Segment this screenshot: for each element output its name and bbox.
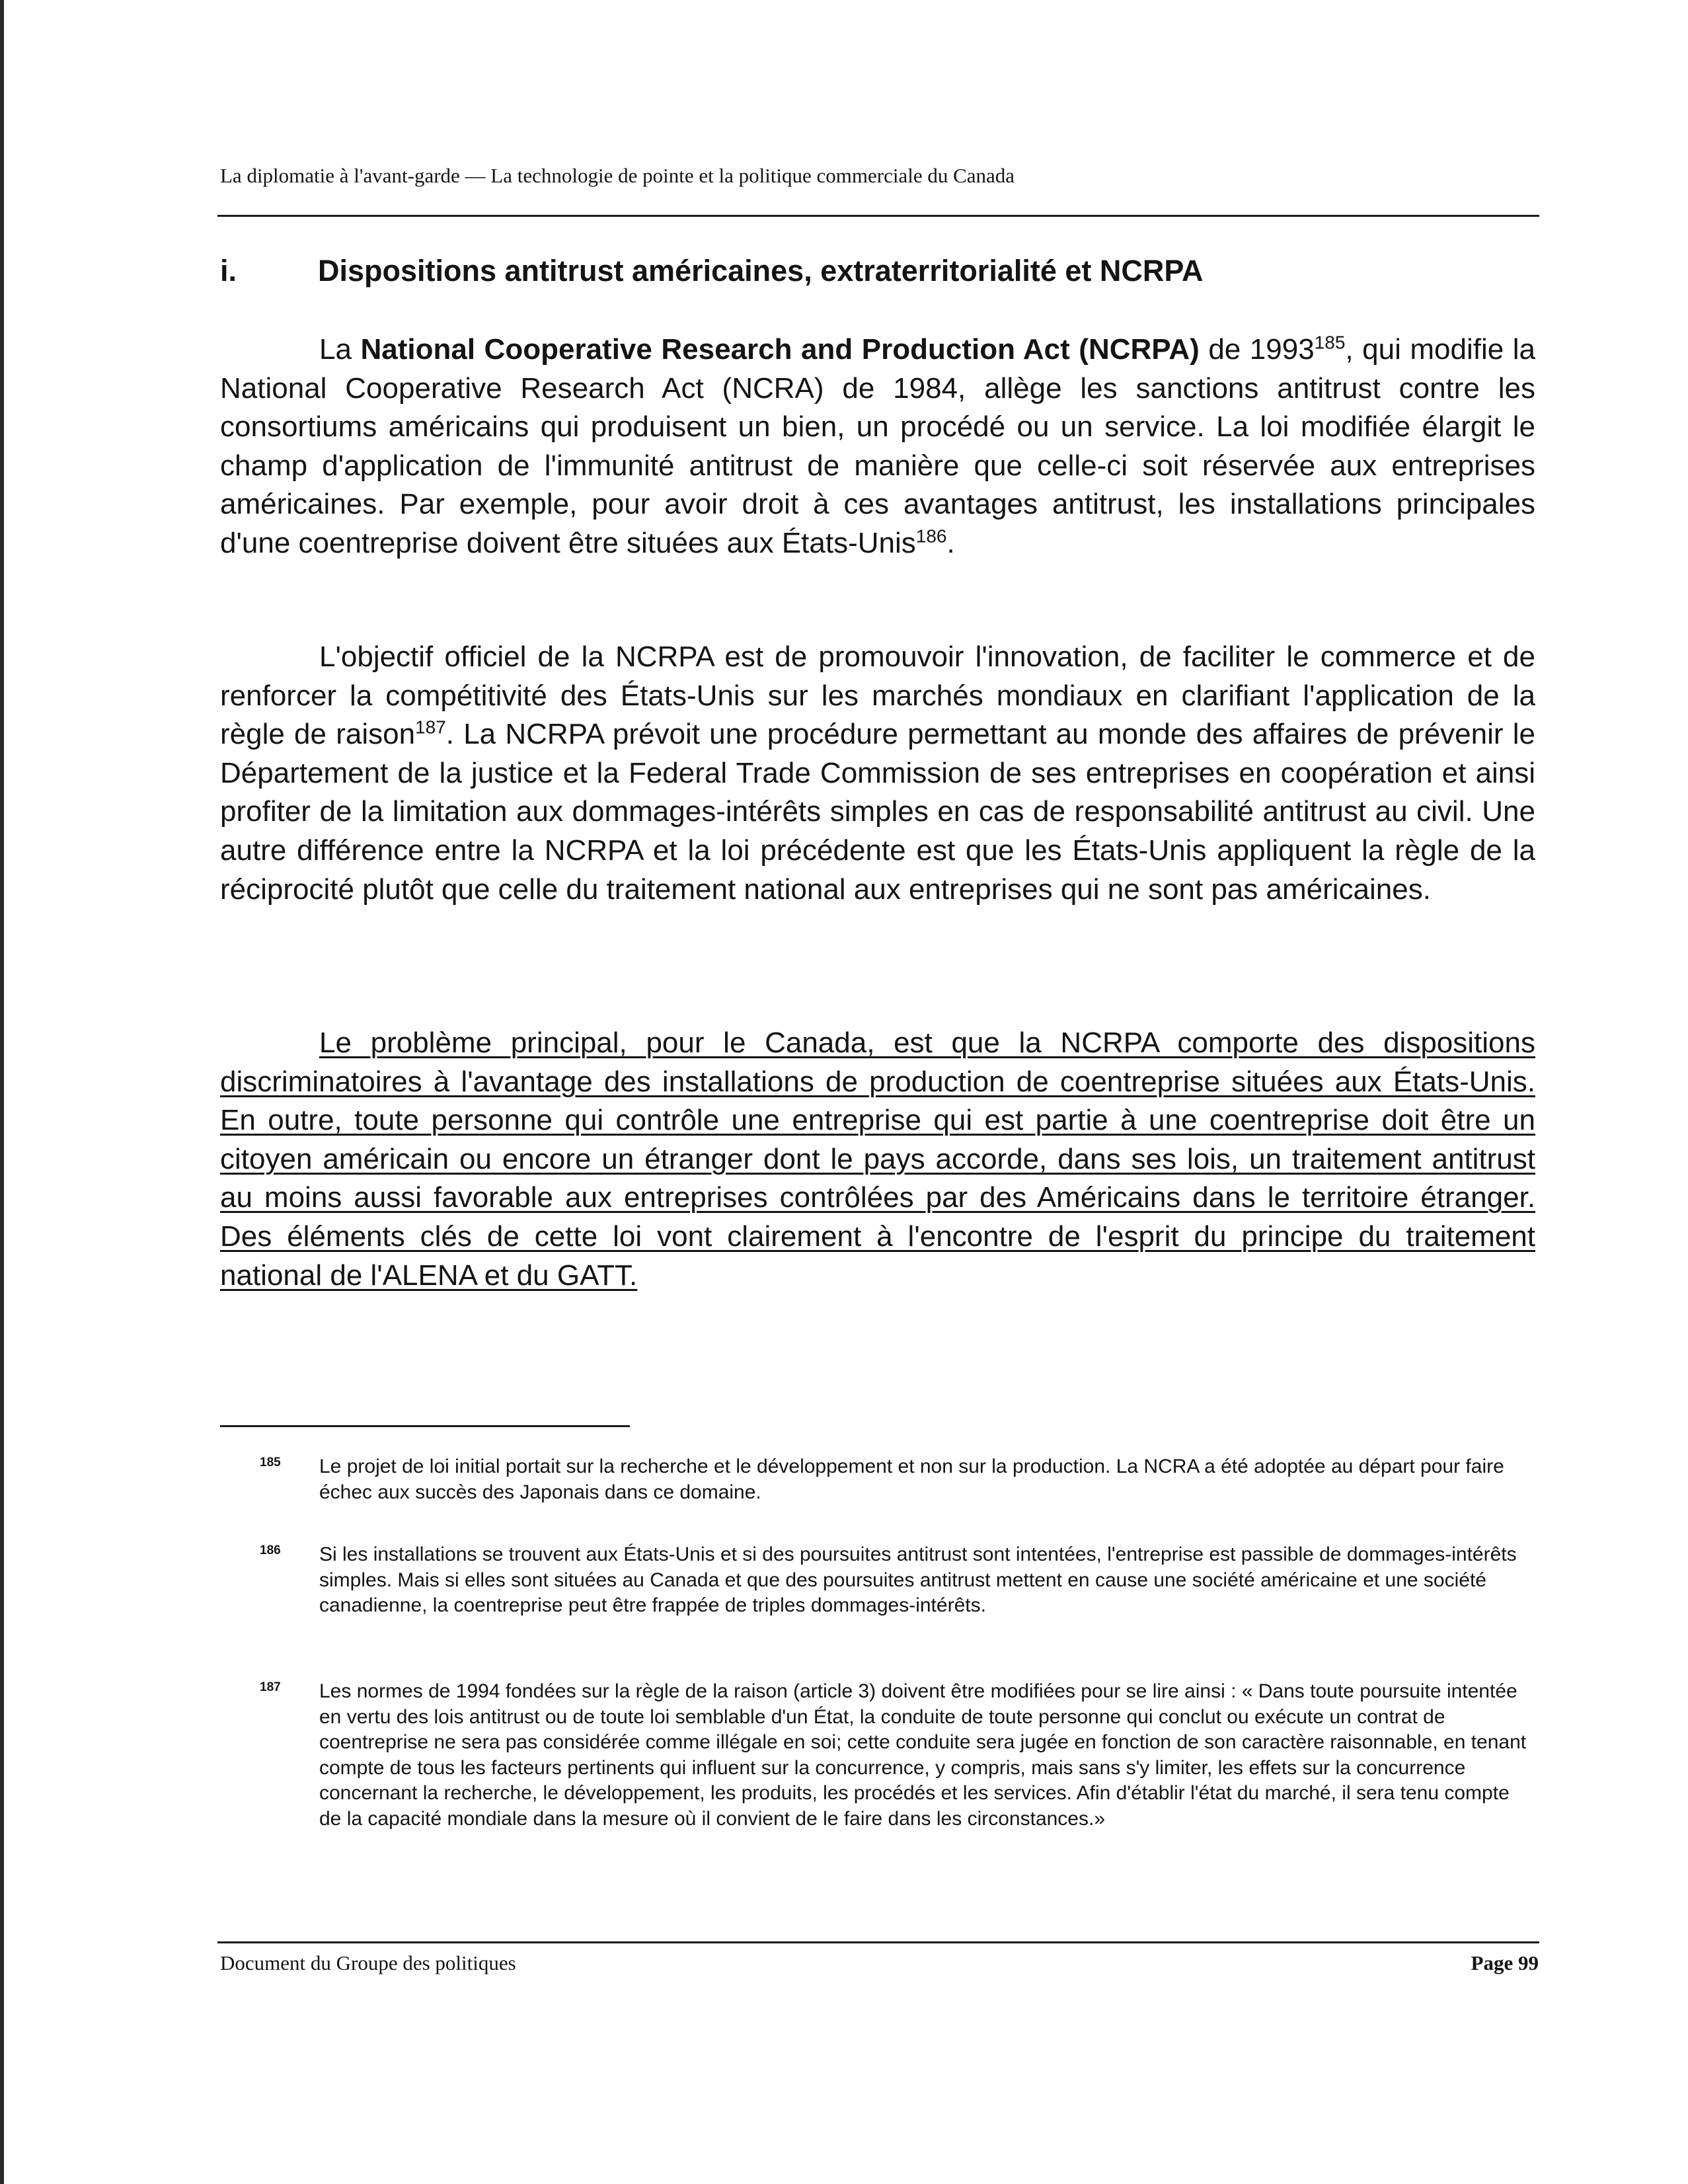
footnote-number: 187 xyxy=(260,1680,281,1694)
section-number: i. xyxy=(220,254,237,288)
footnote-ref-187[interactable]: 187 xyxy=(415,717,446,738)
section-heading xyxy=(220,251,1535,291)
footer-rule xyxy=(217,1941,1539,1943)
footnote-text: Si les installations se trouvent aux États-Unis et si des poursuites antitrust sont intentées, l'entreprise est passible de dommages-intérêts simples. Mais si elles sont situées au Canada et que des poursuites antitrust mettent en cause une société américaine et une société canadienne, la coentreprise peut être frappée de triples dommages-intérêts. xyxy=(319,1543,1517,1616)
footnote-ref-186[interactable]: 186 xyxy=(915,526,947,547)
footnote-ref-185[interactable]: 185 xyxy=(1314,332,1346,353)
footnote-187 xyxy=(220,1679,1535,1832)
p1-year: de 1993 xyxy=(1199,333,1315,366)
footnote-text: Les normes de 1994 fondées sur la règle de la raison (article 3) doivent être modifiées pour se lire ainsi : « Dans toute poursuite intentée en vertu des lois antitrust ou de toute loi semblable d'un État, la conduite de toute personne qui conclut ou exécute un contrat de coentreprise ne sera pas considérée comme illégale en soi; cette conduite sera jugée en fonction de son caractère raisonnable, en tenant compte de tous les facteurs pertinents qui influent sur la concurrence, y compris, mais sans s'y limiter, les effets sur la concurrence concernant la recherche, le développement, les produits, les procédés et les services. Afin d'établir l'état du marché, il sera tenu compte de la capacité mondiale dans la mesure où il convient de le faire dans les circonstances.» xyxy=(319,1680,1527,1830)
p3-underlined-text: Le problème principal, pour le Canada, est que la NCRPA comporte des dispositions discriminatoires à l'avantage des installations de production de coentreprise situées aux États-Unis. En outre, toute personne qui contrôle une entreprise qui est partie à une coentreprise doit être un citoyen américain ou encore un étranger dont le pays accorde, dans ses lois, un traitement antitrust au moins aussi favorable aux entreprises contrôlées par des Américains dans le territoire étranger. Des éléments clés de cette loi vont clairement à l'encontre de l'esprit du principe du traitement national de l'ALENA et du GATT. xyxy=(220,1027,1535,1292)
page-number: Page 99 xyxy=(1471,1951,1539,1974)
footnote-185 xyxy=(220,1454,1535,1505)
p1-body: , qui modifie la National Cooperative Research Act (NCRA) de 1984, allège les sanctions antitrust contre les consortiums américains qui produisent un bien, un procédé ou un service. La loi modifiée élargit le champ d'application de l'immunité antitrust de manière que celle-ci soit réservée aux entreprises américaines. Par exemple, pour avoir droit à ces avantages antitrust, les installations principales d'une coentreprise doivent être situées aux États-Unis xyxy=(220,333,1535,559)
p2-before-ref: L'objectif officiel de la NCRPA est de promouvoir l'innovation, de faciliter le commerce et de renforcer la compétitivité des États-Unis sur les marchés mondiaux en clarifiant l'application de la règle de raison xyxy=(220,641,1535,751)
header-rule xyxy=(217,215,1539,217)
footnote-separator xyxy=(220,1425,630,1427)
paragraph-canada-problem xyxy=(220,1024,1535,1295)
section-title: Dispositions antitrust américaines, extraterritorialité et NCRPA xyxy=(318,254,1204,288)
footnote-number: 185 xyxy=(260,1456,281,1469)
p1-end: . xyxy=(946,526,955,559)
p1-intro: La xyxy=(319,333,361,366)
footnote-number: 186 xyxy=(260,1543,281,1557)
footer-document-title: Document du Groupe des politiques xyxy=(220,1951,516,1974)
p2-after-ref: . La NCRPA prévoit une procédure permettant au monde des affaires de prévenir le Département de la justice et la Federal Trade Commission de ses entreprises en coopération et ainsi profiter de la limitation aux dommages-intérêts simples en cas de responsabilité antitrust au civil. Une autre différence entre la NCRPA et la loi précédente est que les États-Unis appliquent la règle de la réciprocité plutôt que celle du traitement national aux entreprises qui ne sont pas américaines. xyxy=(220,718,1535,906)
paragraph-ncrpa-intro xyxy=(220,331,1535,563)
page-binding-edge xyxy=(0,0,4,2184)
act-name: National Cooperative Research and Production Act (NCRPA) xyxy=(360,333,1200,366)
footnote-text: Le projet de loi initial portait sur la recherche et le développement et non sur la production. La NCRA a été adoptée au départ pour faire échec aux succès des Japonais dans ce domaine. xyxy=(319,1456,1504,1503)
running-header: La diplomatie à l'avant-garde — La technologie de pointe et la politique commerciale du Canada xyxy=(220,164,1015,187)
paragraph-ncrpa-objective xyxy=(220,638,1535,909)
footnote-186 xyxy=(220,1542,1535,1619)
